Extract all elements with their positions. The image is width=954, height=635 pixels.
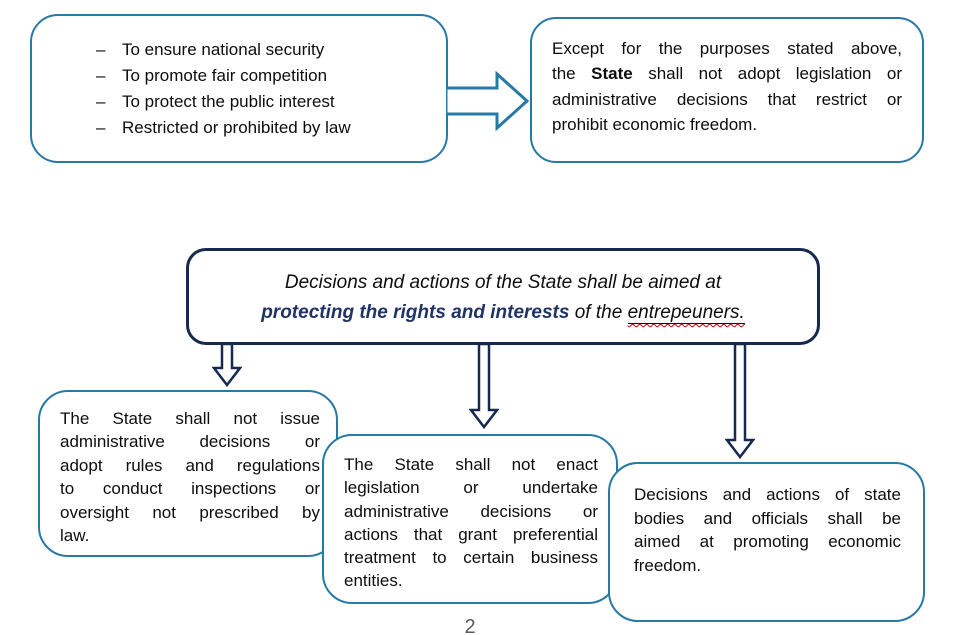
text-line: the State shall not adopt legislation or (552, 64, 902, 84)
text-line: Decisions and actions of state (634, 485, 901, 504)
bold-word: State (591, 64, 633, 84)
page-number: 2 (464, 616, 476, 635)
text-line: adopt rules and regulations (60, 455, 320, 475)
down-arrow-icon-right (725, 344, 755, 459)
list-item (32, 37, 446, 63)
highlighted-phrase: protecting the rights and interests (261, 302, 570, 323)
exception-box (530, 17, 924, 163)
text-line: The State shall not enact (344, 455, 598, 474)
principle-line-2: protecting the rights and interests of the entrepeuners. (261, 302, 745, 323)
list-item (32, 115, 446, 141)
principle-line-1: Decisions and actions of the State shall be aimed at (284, 272, 722, 293)
purposes-box (30, 14, 448, 163)
list-item-label: Restricted or prohibited by law (122, 118, 351, 137)
down-arrow-icon-middle (469, 344, 499, 429)
text-line: administrative decisions that restrict or (552, 89, 902, 109)
text-line: The State shall not issue (60, 409, 320, 428)
dash-bullet-icon: – (96, 118, 106, 137)
text-line: Except for the purposes stated above, (552, 39, 902, 58)
text-line: oversight not prescribed by (60, 502, 320, 522)
text-line: legislation or undertake (344, 478, 598, 498)
text-line: prohibit economic freedom. (552, 115, 758, 135)
text-line: aimed at promoting economic (634, 532, 901, 551)
right-block-arrow-icon (446, 71, 530, 131)
text-line: law. (60, 526, 90, 546)
list-item-label: To ensure national security (122, 40, 325, 59)
text-line: administrative decisions or (344, 501, 598, 521)
text-line: entities. (344, 571, 403, 591)
outcome-box-economic-freedom (608, 462, 925, 622)
list-item-label: To promote fair competition (122, 66, 328, 85)
list-item (32, 89, 446, 115)
dash-bullet-icon: – (96, 40, 106, 59)
down-arrow-icon-left (212, 344, 242, 387)
list-item-label: To protect the public interest (122, 92, 335, 111)
text-line: to conduct inspections or (60, 479, 320, 499)
principle-box (186, 248, 820, 345)
text-line: freedom. (634, 555, 702, 575)
list-item (32, 63, 446, 89)
text-line: treatment to certain business (344, 548, 598, 568)
outcome-box-preferential-treatment (322, 434, 618, 604)
text-line: administrative decisions or (60, 432, 320, 452)
text-line: bodies and officials shall be (634, 508, 901, 528)
misspelled-word: entrepeuners. (627, 302, 745, 323)
outcome-box-inspections (38, 390, 338, 557)
dash-bullet-icon: – (96, 92, 106, 111)
text-line: actions that grant preferential (344, 524, 598, 544)
dash-bullet-icon: – (96, 66, 106, 85)
